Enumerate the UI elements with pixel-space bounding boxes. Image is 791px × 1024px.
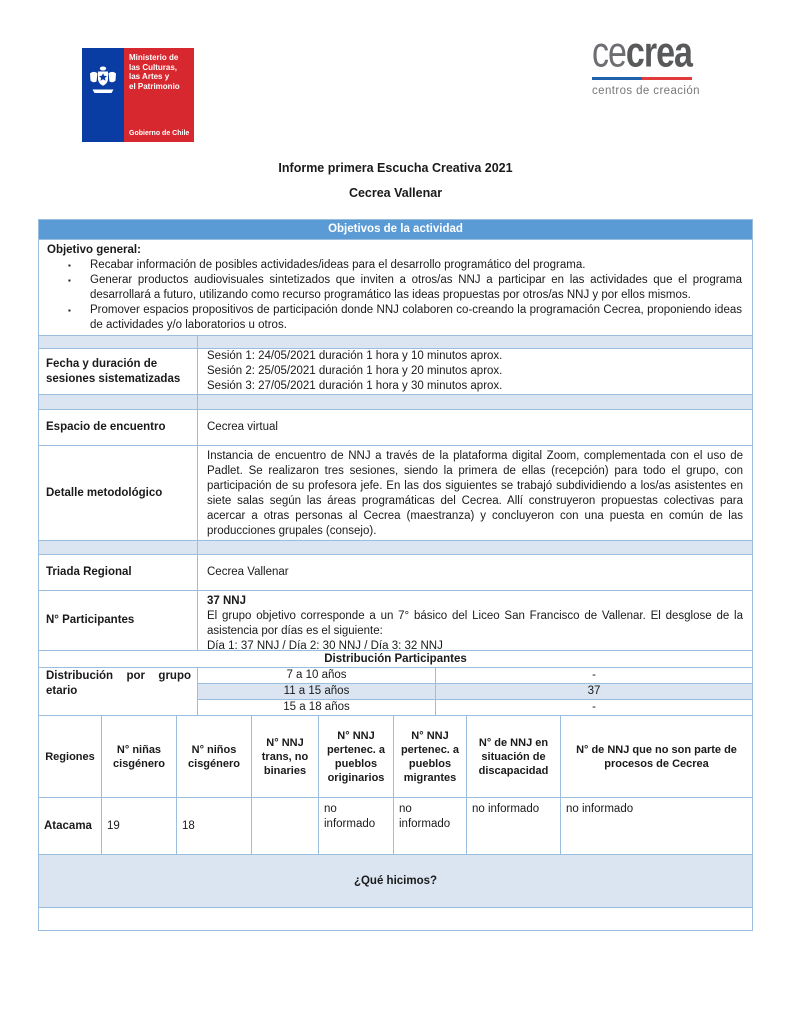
fecha-label: Fecha y duración de sesiones sistematizadas [46,357,181,385]
fecha-value [197,349,752,394]
cecrea-wordmark-light: ce [592,29,626,77]
triada-row [39,554,752,590]
report-title-line1: Informe primera Escucha Creativa 2021 [278,161,513,175]
cell-ninas: 19 [101,798,176,854]
bullet-icon: ▪ [68,276,71,285]
cecrea-logo [592,29,752,97]
objetivo-general-label: Objetivo general: [47,244,141,256]
cell-discapacidad: no informado [466,798,560,854]
header-discapacidad: N° de NNJ en situación de discapacidad [466,716,560,797]
cecrea-wordmark-bold: crea [625,29,692,77]
header-pueblos-migrantes: N° NNJ pertenec. a pueblos migrantes [393,716,466,797]
bullet-icon: ▪ [68,306,71,315]
triada-label: Triada Regional [46,566,132,578]
cell-region: Atacama [44,819,92,832]
grupo-etario-label: Distribución por grupo etario [46,670,191,697]
cecrea-tagline: centros de creación [592,85,700,97]
header-ninos-cisgenero: N° niños cisgénero [176,716,251,797]
participantes-text: El grupo objetivo corresponde a un 7° básico del Liceo San Francisco de Vallenar. El desglose de la asistencia por días es el siguiente: [207,610,743,637]
header-trans-no-binaries: N° NNJ trans, no binaries [251,716,318,797]
objetivos-header-bar [39,220,752,239]
cell-originarios: no informado [318,798,393,854]
cell-no-parte: no informado [560,798,752,854]
participantes-label: N° Participantes [46,614,135,626]
spacer-row [39,540,752,554]
fecha-row [39,348,752,394]
objetivo-bullet-3: ▪ Promover espacios propositivos de participación donde NNJ colaboren co-creando la programación Cecrea, proponiendo ideas de actividades y/o laboratorios u otros. [47,303,744,333]
regiones-table-header-row [39,715,752,797]
etario-row-7-10 [197,668,752,683]
participantes-value [197,591,752,650]
cecrea-underline [592,77,692,80]
etario-row-15-18 [197,699,752,715]
distribucion-header-label: Distribución Participantes [324,652,467,665]
participantes-total: 37 NNJ [207,595,246,607]
cell-ninos: 18 [176,798,251,854]
espacio-label: Espacio de encuentro [46,421,166,433]
detalle-value: Instancia de encuentro de NNJ a través de la plataforma digital Zoom, complementada con el uso de Padlet. Se realizaron tres sesiones, siendo la primera de ellas (recepción) para todo el grupo, con participación de su profesora jefe. En las dos siguientes se trabajó subdividiendo a los/as asistentes en siete salas según las áreas programáticas del Cecrea. Allí construyeron propuestas colectivas para acercar a otras personas al Cecrea (maestranza) y concluyeron con una puesta en común de las producciones grupales (consejo). [197,446,752,540]
sesion-3: Sesión 3: 27/05/2021 duración 1 hora y 30 minutos aprox. [207,380,503,392]
header-regiones: Regiones [45,750,95,763]
etario-range: 7 a 10 años [197,668,435,683]
cell-migrantes: no informado [393,798,466,854]
report-table [38,219,753,931]
objetivo-bullet-2: ▪ Generar productos audiovisuales sintetizados que inviten a otros/as NNJ a participar en las actividades que el programa desarrollará a futuro, utilizando como recurso programático las ideas propuestas por otros/as NNJ y por ellos mismos. [47,273,744,303]
spacer-row [39,394,752,409]
regiones-table-data-row [39,797,752,854]
gobierno-de-chile-label: Gobierno de Chile [129,130,190,137]
etario-range: 15 a 18 años [197,700,435,715]
ministerio-logo-red-panel [124,48,194,142]
header-ninas-cisgenero: N° niñas cisgénero [101,716,176,797]
cecrea-underline-red [642,77,692,80]
triada-value: Cecrea Vallenar [197,555,752,590]
bullet-icon: ▪ [68,261,71,270]
que-hicimos-header [39,854,752,907]
report-title-line2: Cecrea Vallenar [348,186,443,200]
cecrea-wordmark [592,29,752,77]
detalle-row [39,445,752,540]
que-hicimos-label: ¿Qué hicimos? [353,874,438,887]
chile-coat-of-arms-icon [88,64,118,100]
etario-value: - [435,668,752,683]
sesion-2: Sesión 2: 25/05/2021 duración 1 hora y 20 minutos aprox. [207,365,503,377]
header-no-parte-procesos: N° de NNJ que no son parte de procesos de Cecrea [560,716,752,797]
espacio-value: Cecrea virtual [197,410,752,445]
participantes-row [39,590,752,650]
spacer-row [39,335,752,348]
participantes-days: Día 1: 37 NNJ / Día 2: 30 NNJ / Día 3: 32 NNJ [207,640,443,652]
ministerio-logo-name: Ministerio de las Culturas, las Artes y el Patrimonio [129,53,180,91]
cell-trans [251,798,318,854]
detalle-label: Detalle metodológico [46,486,163,499]
espacio-row [39,409,752,445]
etario-row-11-15 [197,683,752,699]
ministerio-logo [82,48,194,142]
objetivos-header-label: Objetivos de la actividad [328,223,463,235]
etario-range: 11 a 15 años [197,684,435,699]
empty-row [39,907,752,930]
ministerio-logo-blue-panel [82,48,124,142]
grupo-etario-section [39,667,752,715]
header-pueblos-originarios: N° NNJ pertenec. a pueblos originarios [318,716,393,797]
cecrea-underline-blue [592,77,642,80]
objetivo-bullet-1: ▪ Recabar información de posibles actividades/ideas para el desarrollo programático del programa. [47,258,744,273]
objetivo-general-cell [39,239,752,335]
sesion-1: Sesión 1: 24/05/2021 duración 1 hora y 10 minutos aprox. [207,350,503,362]
etario-value: 37 [435,684,752,699]
etario-value: - [435,700,752,715]
